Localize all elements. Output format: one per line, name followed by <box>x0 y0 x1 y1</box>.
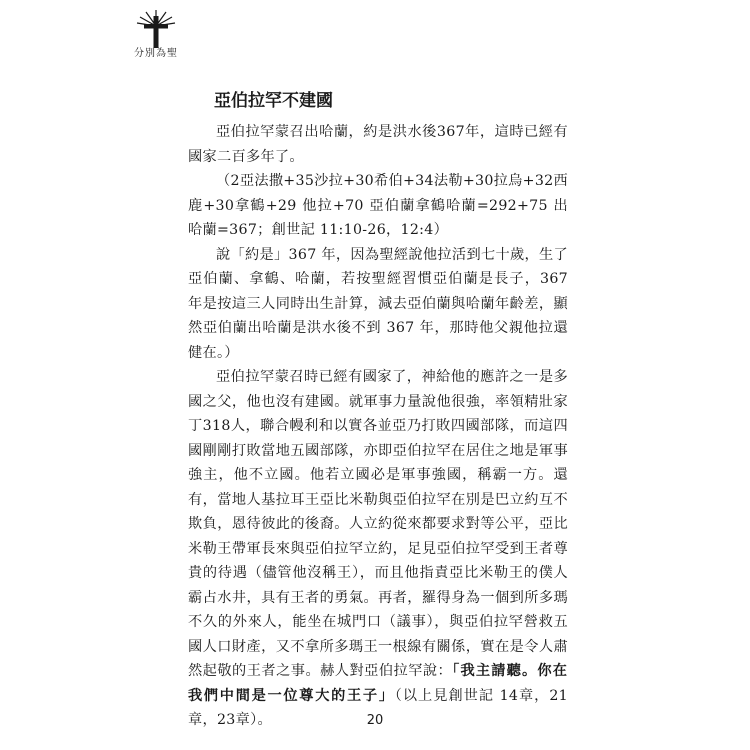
page-number: 20 <box>366 713 384 728</box>
paragraph-4-text: 亞伯拉罕蒙召時已經有國家了，神給他的應許之一是多國之父，他也沒有建國。就軍事力量說他很強，率領精壯家丁318人，聯合幔利和以實各並亞乃打敗四國部隊，而這四國剛剛打敗當地五國部隊，亦即亞伯拉罕在居住之地是軍事強主，他不立國。他若立國必是軍事強國，稱霸一方。還有，當地人基拉耳王亞比米勒與亞伯拉罕在別是巴立約互不欺負，恩待彼此的後裔。人立約從來都要求對等公平，亞比米勒王帶軍長來與亞伯拉罕立約，足見亞伯拉罕受到王者尊貴的待遇（儘管他沒稱王），而且他指責亞比米勒王的僕人霸占水井，具有王者的勇氣。再者，羅得身為一個到所多瑪不久的外來人，能坐在城門口（議事），與亞伯拉罕營救五國人口財產，又不拿所多瑪王一根線有關係，實在是令人肅然起敬的王者之事。赫人對亞伯拉罕說： <box>188 369 568 679</box>
article-title: 亞伯拉罕不建國 <box>214 91 333 111</box>
genealogy-note: （2亞法撒+35沙拉+30希伯+34法勒+30拉烏+32西鹿+30拿鶴+29 他拉+70 亞伯蘭拿鶴哈蘭=292+75 出哈蘭=367；創世記 11:10-26，12:4） <box>188 173 568 238</box>
cross-sunburst-icon <box>116 8 196 48</box>
paragraph-3: 說「約是」367 年，因為聖經說他拉活到七十歲，生了亞伯蘭、拿鶴、哈蘭，若按聖經習慣亞伯蘭是長子，367 年是按這三人同時出生計算，減去亞伯蘭與哈蘭年齡差，顯然亞伯蘭出哈蘭是洪水後不到 367 年，那時他父親他拉還健在。） <box>188 246 568 361</box>
logo <box>116 8 196 59</box>
scripture-quote: 「我主請聽。你在我們中間是一位尊大的王子」 <box>188 663 568 704</box>
paragraph-1: 亞伯拉罕蒙召出哈蘭，約是洪水後367年，這時已經有國家二百多年了。 <box>188 124 568 165</box>
paragraph-4 <box>188 365 568 733</box>
logo-text: 分別為聖 <box>134 48 178 59</box>
article <box>188 88 568 733</box>
reference-note: （以上見創世記 14章，21章，23章）。 <box>188 687 568 728</box>
